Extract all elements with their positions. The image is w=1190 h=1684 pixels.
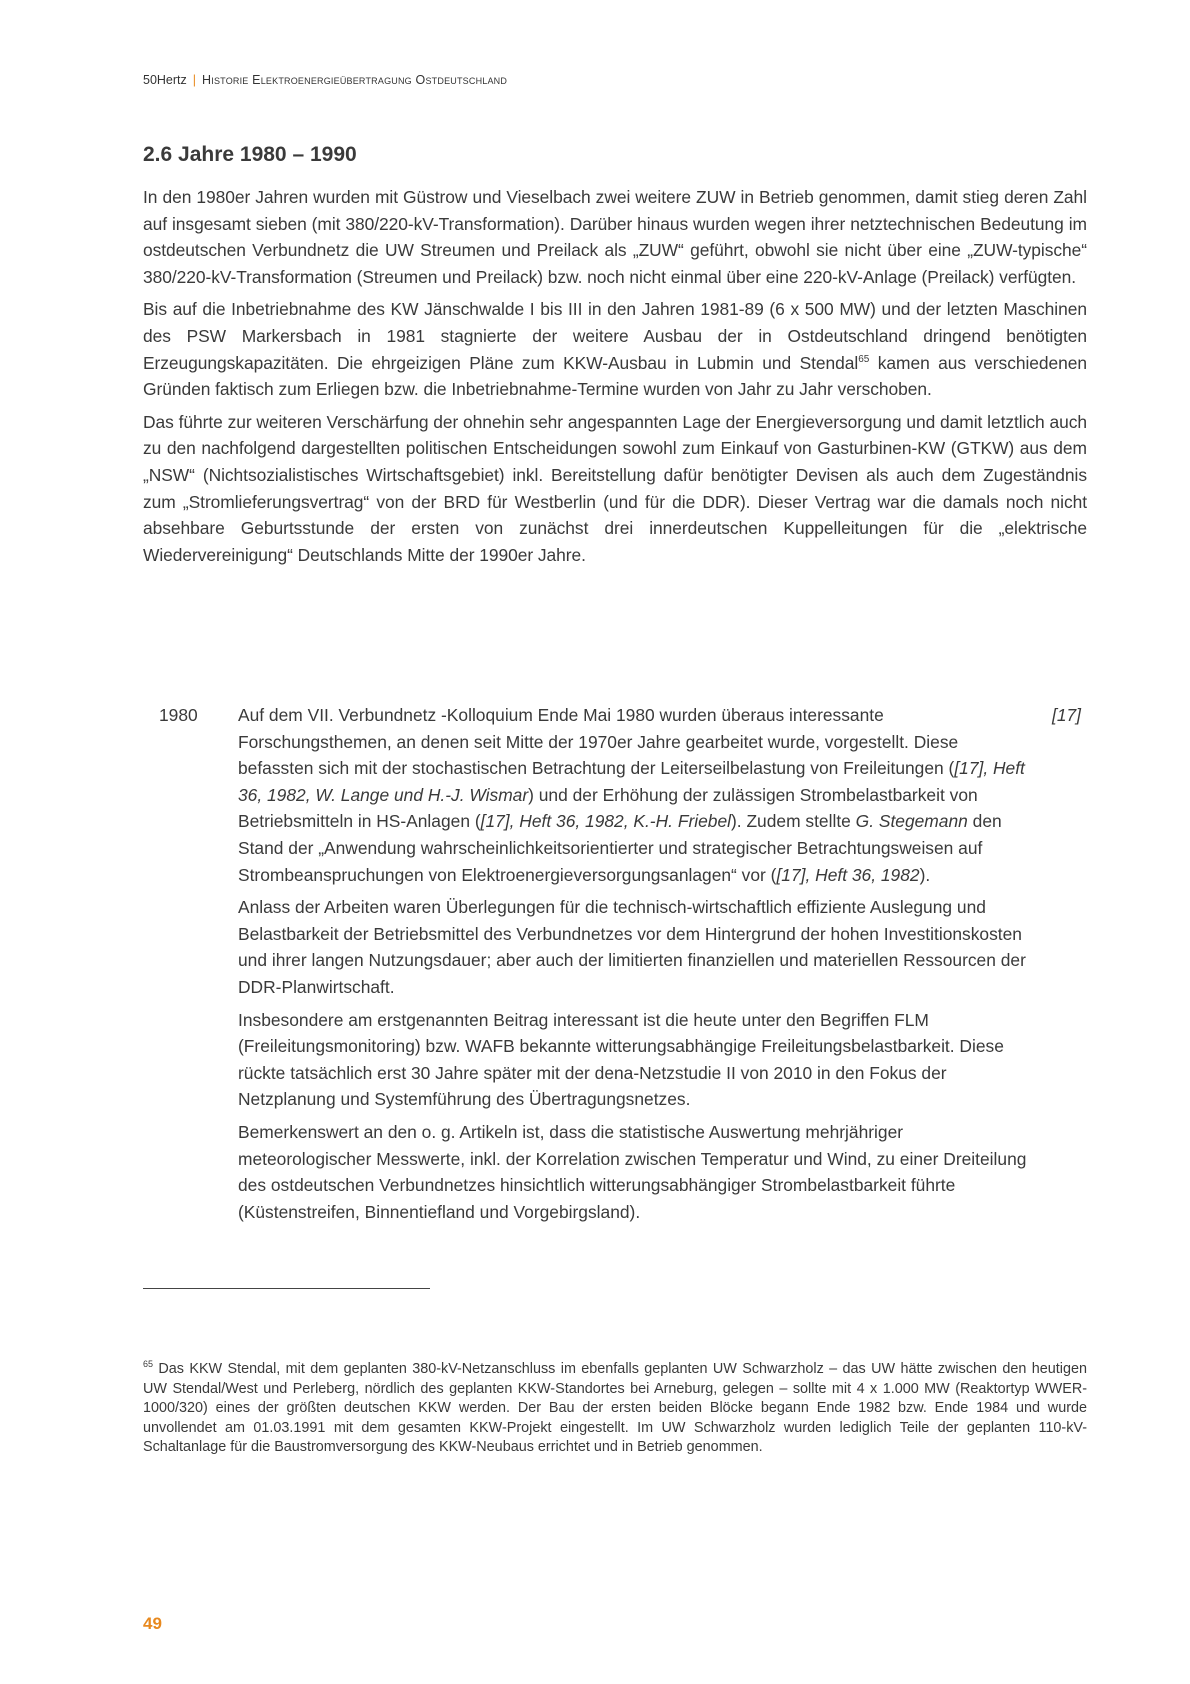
footnote-divider xyxy=(143,1288,430,1289)
running-header xyxy=(143,73,507,87)
footnote-65 xyxy=(143,1360,1087,1458)
entry-reference: [17] xyxy=(1051,705,1081,725)
section-title: 2.6 Jahre 1980 – 1990 xyxy=(143,143,357,166)
citation: [17], Heft 36, 1982 xyxy=(776,864,920,885)
entry-content xyxy=(238,702,1032,1231)
paragraph-2-part-b: kamen aus verschiedenen Gründen faktisch zum Erliegen bzw. die Inbetriebnahme-Termine wurden von Jahr zu Jahr verschoben. xyxy=(143,352,1088,400)
header-separator: | xyxy=(192,73,197,87)
entry-text: ). Zudem stellte xyxy=(730,811,856,832)
header-title: Historie Elektroenergieübertragung Ostdeutschland xyxy=(202,73,508,87)
entry-year: 1980 xyxy=(159,705,198,725)
entry-paragraph-3: Insbesondere am erstgenannten Beitrag interessant ist die heute unter den Begriffen FLM (Freileitungsmonitoring) bzw. WAFB bekannte witterungsabhängige Freileitungsbelastbarkeit. Diese rückte tatsächlich erst 30 Jahre später mit der dena-Netzstudie II von 2010 in den Fokus der Netzplanung und Systemführung des Übertragungsnetzes. xyxy=(238,1009,1004,1110)
citation: [17], Heft 36, 1982, W. Lange und H.-J. Wismar xyxy=(238,758,1025,805)
entry-text: ). xyxy=(919,864,931,885)
brand-name: 50Hertz xyxy=(143,73,187,87)
citation: [17], Heft 36, 1982, K.-H. Friebel xyxy=(480,811,731,832)
entry-text: den Stand der „Anwendung wahrscheinlichkeitsorientierter und strategischer Betrachtungsweisen auf Strombeanspruchungen von Elektroenergieversorgungsanlagen“ vor ( xyxy=(238,811,1002,885)
footnote-number: 65 xyxy=(143,1359,154,1370)
entry-text: Auf dem VII. Verbundnetz -Kolloquium Ende Mai 1980 wurden überaus interessante Forschungsthemen, an denen seit Mitte der 1970er Jahre gearbeitet wurde, vorgestellt. Diese befassten sich mit der stochastischen Betrachtung der Leiterseilbelastung von Freileitungen ( xyxy=(238,705,959,779)
paragraph-2-part-a: Bis auf die Inbetriebnahme des KW Jänschwalde I bis III in den Jahren 1981-89 (6 x 500 MW) und der letzten Maschinen des PSW Markersbach in 1981 stagnierte der weitere Ausbau der in Ostdeutschland dringend benötigten Erzeugungskapazitäten. Die ehrgeizigen Pläne zum KKW-Ausbau in Lubmin und Stendal xyxy=(143,299,1087,373)
paragraph-3: Das führte zur weiteren Verschärfung der ohnehin sehr angespannten Lage der Energieversorgung und damit letztlich auch zu den nachfolgend dargestellten politischen Entscheidungen sowohl zum Einkauf von Gasturbinen-KW (GTKW) aus dem „NSW“ (Nichtsozialistisches Wirtschaftsgebiet) inkl. Bereitstellung dafür benötigter Devisen als auch dem Zugeständnis zum „Stromlieferungsvertrag“ von der BRD für Westberlin (und für die DDR). Dieser Vertrag war die damals noch nicht absehbare Geburtsstunde der ersten von zunächst drei innerdeutschen Kuppelleitungen für die „elektrische Wiedervereinigung“ Deutschlands Mitte der 1990er Jahre. xyxy=(143,411,1087,565)
entry-paragraph-2: Anlass der Arbeiten waren Überlegungen für die technisch-wirtschaftlich effiziente Auslegung und Belastbarkeit der Betriebsmittel des Verbundnetzes vor dem Hintergrund der hohen Investitionskosten und ihrer langen Nutzungsdauer; aber auch der limitierten finanziellen und materiellen Ressourcen der DDR-Planwirtschaft. xyxy=(238,897,1026,997)
author-name: G. Stegemann xyxy=(855,811,968,832)
footnote-ref-65[interactable]: 65 xyxy=(858,353,870,365)
page-number: 49 xyxy=(143,1614,162,1633)
entry-paragraph-4: Bemerkenswert an den o. g. Artikeln ist, dass die statistische Auswertung mehrjähriger meteorologischer Messwerte, inkl. der Korrelation zwischen Temperatur und Wind, zu einer Dreiteilung des ostdeutschen Verbundnetzes hinsichtlich witterungsabhängiger Strombelastbarkeit führte (Küstenstreifen, Binnentiefland und Vorgebirgsland). xyxy=(238,1121,1027,1222)
footnote-text: Das KKW Stendal, mit dem geplanten 380-kV-Netzanschluss im ebenfalls geplanten UW Schwarzholz – das UW hätte zwischen den heutigen UW Stendal/West und Perleberg, nördlich des geplanten KKW-Standortes bei Arneburg, gelegen – sollte mit 4 x 1.000 MW (Reaktortyp WWER-1000/320) eines der größten deutschen KKW werden. Der Bau der ersten beiden Blöcke begann Ende 1982 bzw. Ende 1984 und wurde unvollendet am 01.03.1991 mit dem gesamten KKW-Projekt eingestellt. Im UW Schwarzholz wurden lediglich Teile der geplanten 110-kV-Schaltanlage für die Baustromversorgung des KKW-Neubaus errichtet und in Betrieb genommen. xyxy=(143,1361,1087,1455)
entry-text: ) und der Erhöhung der zulässigen Strombelastbarkeit von Betriebsmitteln in HS-Anlagen ( xyxy=(238,784,978,832)
paragraph-1: In den 1980er Jahren wurden mit Güstrow und Vieselbach zwei weitere ZUW in Betrieb genommen, damit stieg deren Zahl auf insgesamt sieben (mit 380/220-kV-Transformation). Darüber hinaus wurden wegen ihrer netztechnischen Bedeutung im ostdeutschen Verbundnetz die UW Streumen und Preilack als „ZUW“ geführt, obwohl sie nicht über eine „ZUW-typische“ 380/220-kV-Transformation (Streumen und Preilack) bzw. noch nicht einmal über eine 220-kV-Anlage (Preilack) verfügten. xyxy=(143,187,1087,287)
body-text xyxy=(143,184,1087,574)
paragraph-2 xyxy=(143,296,1087,402)
entry-paragraph-1 xyxy=(238,702,1032,888)
